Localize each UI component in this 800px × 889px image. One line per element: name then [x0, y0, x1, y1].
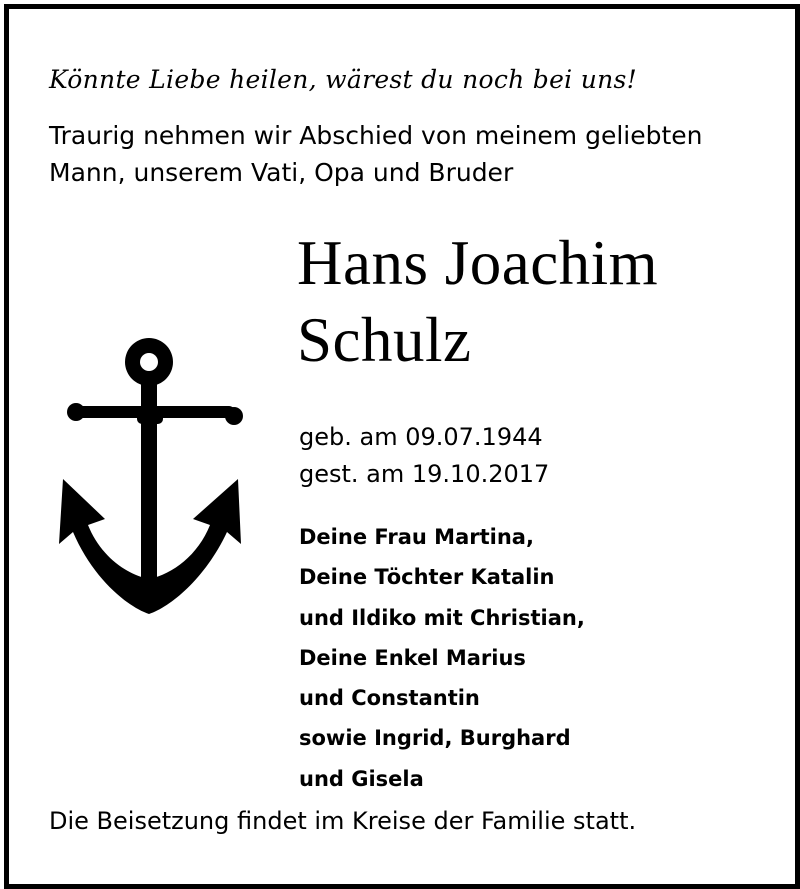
family-line: Deine Enkel Marius [299, 645, 526, 670]
anchor-icon [53, 329, 253, 619]
family-signatures [299, 517, 585, 799]
family-line: und Constantin [299, 686, 480, 711]
family-line: Deine Töchter Katalin [299, 565, 555, 590]
motto: Könnte Liebe heilen, wärest du noch bei uns! [49, 65, 638, 94]
family-line: Deine Frau Martina, [299, 525, 534, 549]
name-line: Hans Joachim [297, 228, 659, 298]
intro-line: Mann, unserem Vati, Opa und Bruder [49, 158, 514, 187]
deceased-name [297, 225, 658, 379]
anchor-shank [141, 419, 157, 599]
intro-text [49, 117, 789, 191]
closing-note: Die Beisetzung findet im Kreise der Familie statt. [49, 807, 637, 835]
birth-date: geb. am 09.07.1944 [299, 423, 543, 451]
death-date: gest. am 19.10.2017 [299, 460, 550, 488]
family-line: sowie Ingrid, Burghard [299, 726, 571, 751]
life-dates [299, 419, 549, 493]
intro-line: Traurig nehmen wir Abschied von meinem geliebten [49, 121, 703, 150]
obituary-notice [4, 4, 800, 889]
name-line: Schulz [297, 305, 472, 375]
family-line: und Ildiko mit Christian, [299, 605, 585, 630]
family-line: und Gisela [299, 766, 424, 791]
